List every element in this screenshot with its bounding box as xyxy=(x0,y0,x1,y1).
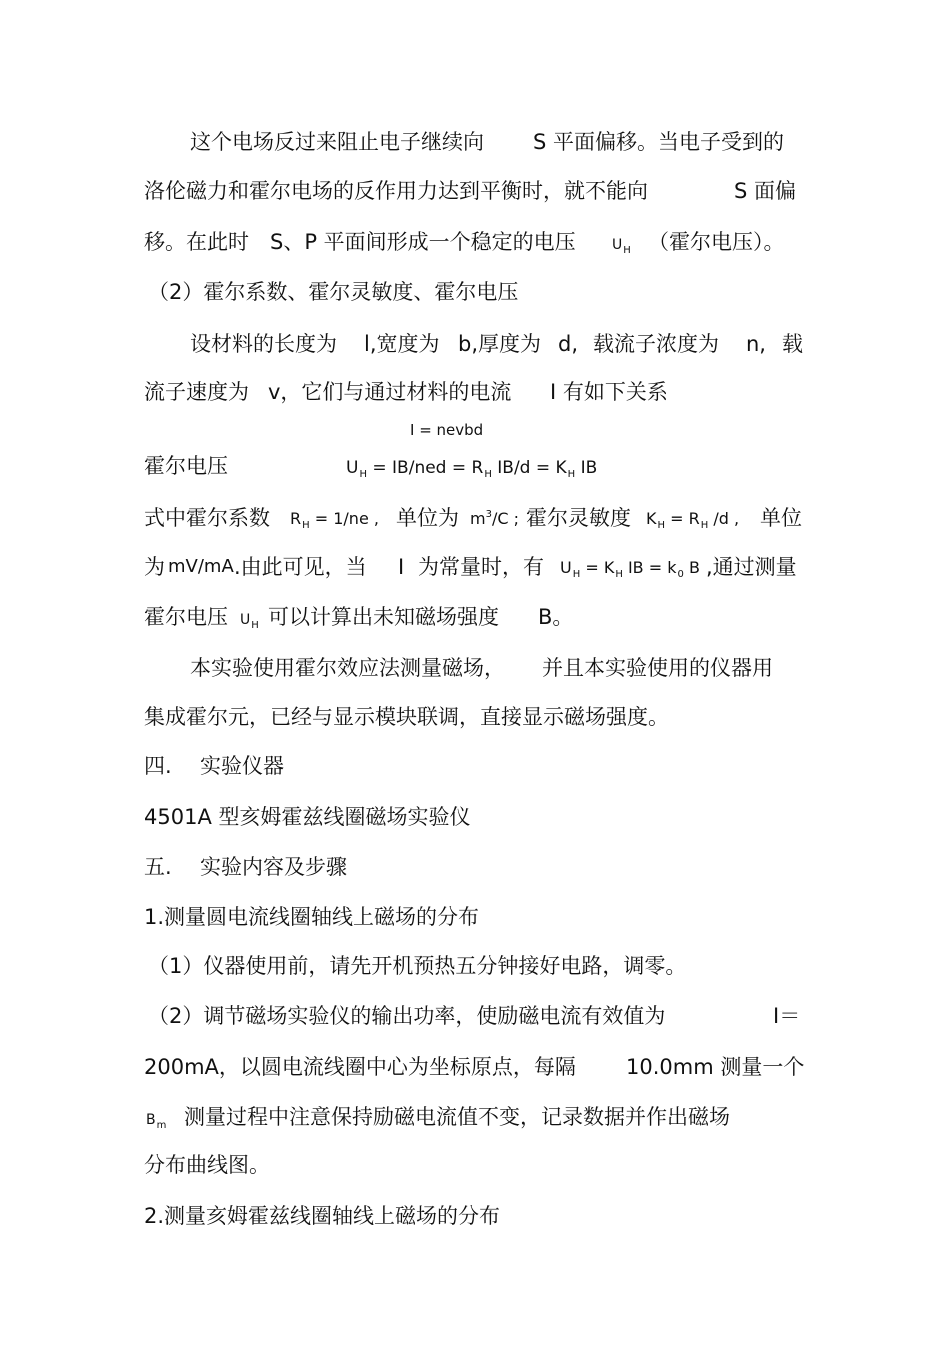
eq2-mid2: IB/d = K xyxy=(491,458,567,478)
step1-2-l3c: 测量过程中注意保持励磁电流值不变，记录数据并作出磁场 xyxy=(184,1105,730,1129)
para1-line2b: S 面偏 xyxy=(734,179,797,203)
para2-l1-c: b,厚度为 xyxy=(458,332,542,356)
m: m xyxy=(470,509,486,528)
u4-eq: = K xyxy=(580,558,615,577)
para1-line2a: 洛伦磁力和霍尔电场的反作用力达到平衡时，就不能向 xyxy=(144,179,648,203)
hall-voltage-symbol xyxy=(612,228,631,261)
para6-l1a: 本实验使用霍尔效应法测量磁场， xyxy=(190,656,505,680)
para2-l2-b: v，它们与通过材料的电流 xyxy=(268,380,512,404)
u4-sub3: 0 xyxy=(677,569,684,580)
eq2-h1: H xyxy=(359,469,367,480)
para4-d: 为常量时，有 xyxy=(418,555,544,579)
hall-voltage-sub: H xyxy=(623,245,631,256)
hall-voltage-u: U xyxy=(612,237,623,253)
kh-sub2: H xyxy=(700,520,709,531)
para4-a: 为 xyxy=(144,555,165,579)
eq2-end: IB xyxy=(575,458,598,478)
para5-a: 霍尔电压 xyxy=(144,605,228,629)
eq2-u: U xyxy=(346,458,359,478)
u4-end: B xyxy=(683,558,700,577)
rh: R xyxy=(290,509,302,528)
para3-b: 单位为 xyxy=(396,506,459,530)
unit-mv-per-ma: mV/mA xyxy=(168,556,234,577)
eq2-h2: H xyxy=(484,469,492,480)
step1-2-l1a: （2）调节磁场实验仪的输出功率，使励磁电流有效值为 xyxy=(148,1004,666,1028)
hall-voltage-relation xyxy=(560,556,700,583)
para1-line1a: 这个电场反过来阻止电子继续向 xyxy=(190,130,484,154)
step1-title: 1.测量圆电流线圈轴线上磁场的分布 xyxy=(144,905,480,929)
para2-l1-g: 载 xyxy=(782,332,803,356)
eq2-mid: = IB/ned = R xyxy=(366,458,484,478)
step1-2-l4: 分布曲线图。 xyxy=(144,1153,270,1177)
section5-number: 五. xyxy=(144,855,172,879)
para2-l1-f: n, xyxy=(746,332,766,356)
step1-2-l2b: 10.0mm 测量一个 xyxy=(626,1055,805,1079)
para6-l1b: 并且本实验使用的仪器用 xyxy=(542,656,773,680)
para2-l1-a: 设材料的长度为 xyxy=(190,332,337,356)
section4-title: 实验仪器 xyxy=(200,754,284,778)
u4-eq2: IB = k xyxy=(622,558,677,577)
para3-d: 单位 xyxy=(760,506,802,530)
bm-symbol xyxy=(146,1103,166,1136)
para2-l1-b: l,宽度为 xyxy=(364,332,440,356)
instrument-name: 4501A 型亥姆霍兹线圈磁场实验仪 xyxy=(144,805,471,829)
para3-a: 式中霍尔系数 xyxy=(144,506,270,530)
bm-m: m xyxy=(156,1120,167,1131)
kh-rest: /d , xyxy=(708,509,740,528)
step1-1: （1）仪器使用前，请先开机预热五分钟接好电路，调零。 xyxy=(148,954,687,978)
para5-u-symbol xyxy=(240,603,259,636)
para5-b: 可以计算出未知磁场强度 xyxy=(268,605,499,629)
hall-coefficient-formula xyxy=(290,507,379,534)
para5-u: U xyxy=(240,612,251,628)
eq2-h3: H xyxy=(567,469,576,480)
hall-voltage-label: 霍尔电压 xyxy=(144,454,228,478)
para1-line3a: 移。在此时 xyxy=(144,230,249,254)
equation-current: I = nevbd xyxy=(410,421,484,439)
para4-b: .由此可见，当 xyxy=(234,555,367,579)
kh-eq: = R xyxy=(665,509,700,528)
step1-2-l1b: I＝ xyxy=(773,1004,801,1028)
kh-sub: H xyxy=(657,520,666,531)
step1-2-l2a: 200mA，以圆电流线圈中心为坐标原点，每隔 xyxy=(144,1055,576,1079)
bm-b: B xyxy=(146,1112,156,1128)
u4-sub2: H xyxy=(615,569,623,580)
para1-line3e: （霍尔电压）。 xyxy=(648,230,785,254)
para6-l2: 集成霍尔元，已经与显示模块联调，直接显示磁场强度。 xyxy=(144,705,669,729)
u4-sub: H xyxy=(572,569,581,580)
subheading-hall-coefficients: （2）霍尔系数、霍尔灵敏度、霍尔电压 xyxy=(148,280,519,304)
unit-m3-per-c xyxy=(470,507,519,534)
para2-l1-e: 载流子浓度为 xyxy=(593,332,719,356)
para5-u-sub: H xyxy=(251,620,259,631)
para1-line3b: S、P 平面间形成一个稳定的电压 xyxy=(270,230,576,254)
section4-number: 四. xyxy=(144,754,172,778)
para3-c: 霍尔灵敏度 xyxy=(526,506,631,530)
para2-l2-c: I 有如下关系 xyxy=(550,380,668,404)
rh-eq: = 1/ne , xyxy=(309,509,379,528)
para4-c: I xyxy=(398,555,405,579)
equation-hall-voltage xyxy=(346,456,597,483)
m-rest: /C ; xyxy=(491,509,520,528)
section5-title: 实验内容及步骤 xyxy=(200,855,347,879)
rh-sub: H xyxy=(302,520,310,531)
para4-e: ,通过测量 xyxy=(706,555,797,579)
para1-line1b: S 平面偏移。当电子受到的 xyxy=(533,130,785,154)
para5-c: B。 xyxy=(538,605,574,629)
step2-title: 2.测量亥姆霍兹线圈轴线上磁场的分布 xyxy=(144,1204,501,1228)
m-sup: 3 xyxy=(485,509,492,520)
para2-l2-a: 流子速度为 xyxy=(144,380,249,404)
para2-l1-d: d, xyxy=(558,332,579,356)
hall-sensitivity-formula xyxy=(646,507,739,534)
u4: U xyxy=(560,558,572,577)
kh: K xyxy=(646,509,657,528)
